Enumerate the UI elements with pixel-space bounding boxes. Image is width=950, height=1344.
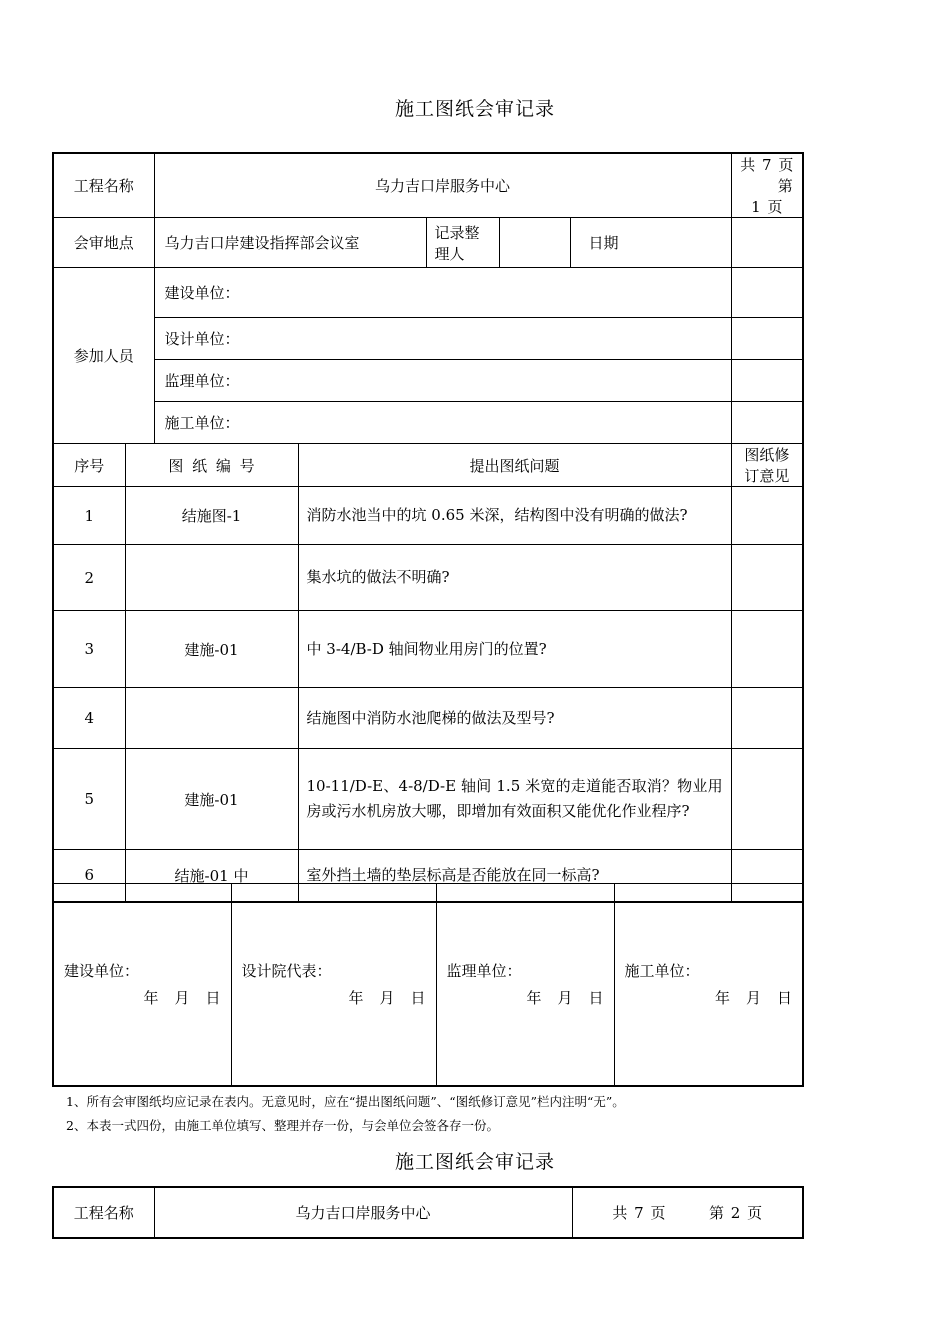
page-number: 第 1 页 [751,177,793,216]
signature-contractor [614,884,803,1086]
participant-owner-sign [731,268,803,318]
page-2-title: 施工图纸会审记录 [394,1151,555,1173]
date-value [731,218,803,268]
row-opinion [731,688,803,749]
col-header-drawing: 图 纸 编 号 [125,444,298,487]
row-no: 2 [53,545,125,611]
signature-label: 建设单位： [64,962,140,981]
review-record-table [52,152,804,903]
participant-contractor-sign [731,402,803,444]
participants-label: 参加人员 [53,268,154,444]
footnote-1: 1、所有会审图纸均应记录在表内。无意见时，应在“提出图纸问题”、“图纸修订意见”栏内注明“无”。 [66,1094,625,1109]
signature-date: 年 月 日 [348,989,426,1008]
signature-label: 设计院代表： [241,962,332,981]
table-row [53,749,803,850]
footnote-2: 2、本表一式四份，由施工单位填写、整理并存一份，与会单位会签各存一份。 [66,1118,499,1133]
signature-supervisor [436,884,614,1086]
col-header-issue: 提出图纸问题 [298,444,731,487]
row-issue: 结施图中消防水池爬梯的做法及型号? [298,688,731,749]
col-header-opinion: 图纸修订意见 [731,444,803,487]
row-no: 5 [53,749,125,850]
signature-owner [53,884,231,1086]
table-row [53,545,803,611]
signature-label: 监理单位： [446,962,522,981]
project-name-label: 工程名称 [53,153,154,218]
row-no: 3 [53,611,125,688]
project-name-label: 工程名称 [53,1187,154,1238]
page-indicator [572,1187,803,1238]
recorder-value [499,218,570,268]
row-drawing: 结施图-1 [125,487,298,545]
row-drawing [125,688,298,749]
participant-contractor: 施工单位： [154,402,731,444]
row-issue: 中 3-4/B-D 轴间物业用房门的位置? [298,611,731,688]
location-value: 乌力吉口岸建设指挥部会议室 [154,218,426,268]
row-issue: 室外挡土墙的垫层标高是否能放在同一标高? [298,850,731,902]
row-issue: 集水坑的做法不明确? [298,545,731,611]
row-issue: 10-11/D-E、4-8/D-E 轴间 1.5 米宽的走道能否取消？物业用房或污水机房放大哪，即增加有效面积又能优化作业程序? [298,749,731,850]
participant-designer-sign [731,318,803,360]
row-no: 4 [53,688,125,749]
row-opinion [731,749,803,850]
row-drawing [125,545,298,611]
project-name-value: 乌力吉口岸服务中心 [154,153,731,218]
page-2-table [52,1186,804,1239]
row-drawing: 结施-01 中 [125,850,298,902]
participant-designer: 设计单位： [154,318,731,360]
table-row [53,487,803,545]
signature-date: 年 月 日 [143,989,221,1008]
row-opinion [731,611,803,688]
row-no: 1 [53,487,125,545]
participant-supervisor-sign [731,360,803,402]
signature-table [52,883,804,1087]
page-title: 施工图纸会审记录 [394,98,555,120]
row-no: 6 [53,850,125,902]
participant-owner: 建设单位： [154,268,731,318]
page-count: 共 7 页 [740,156,794,174]
footnotes [66,1090,625,1138]
row-opinion [731,545,803,611]
signature-label: 施工单位： [624,962,700,981]
signature-date: 年 月 日 [526,989,604,1008]
row-drawing: 建施-01 [125,749,298,850]
project-name-value: 乌力吉口岸服务中心 [154,1187,572,1238]
page-number: 第 2 页 [709,1204,763,1222]
row-opinion [731,487,803,545]
col-header-no: 序号 [53,444,125,487]
date-label: 日期 [570,218,731,268]
table-row [53,688,803,749]
page-indicator [731,153,803,218]
signature-date: 年 月 日 [714,989,792,1008]
participant-supervisor: 监理单位： [154,360,731,402]
location-label: 会审地点 [53,218,154,268]
recorder-label: 记录整理人 [426,218,499,268]
page-count: 共 7 页 [612,1204,666,1222]
table-row [53,611,803,688]
row-drawing: 建施-01 [125,611,298,688]
row-issue: 消防水池当中的坑 0.65 米深，结构图中没有明确的做法? [298,487,731,545]
signature-designer [231,884,436,1086]
